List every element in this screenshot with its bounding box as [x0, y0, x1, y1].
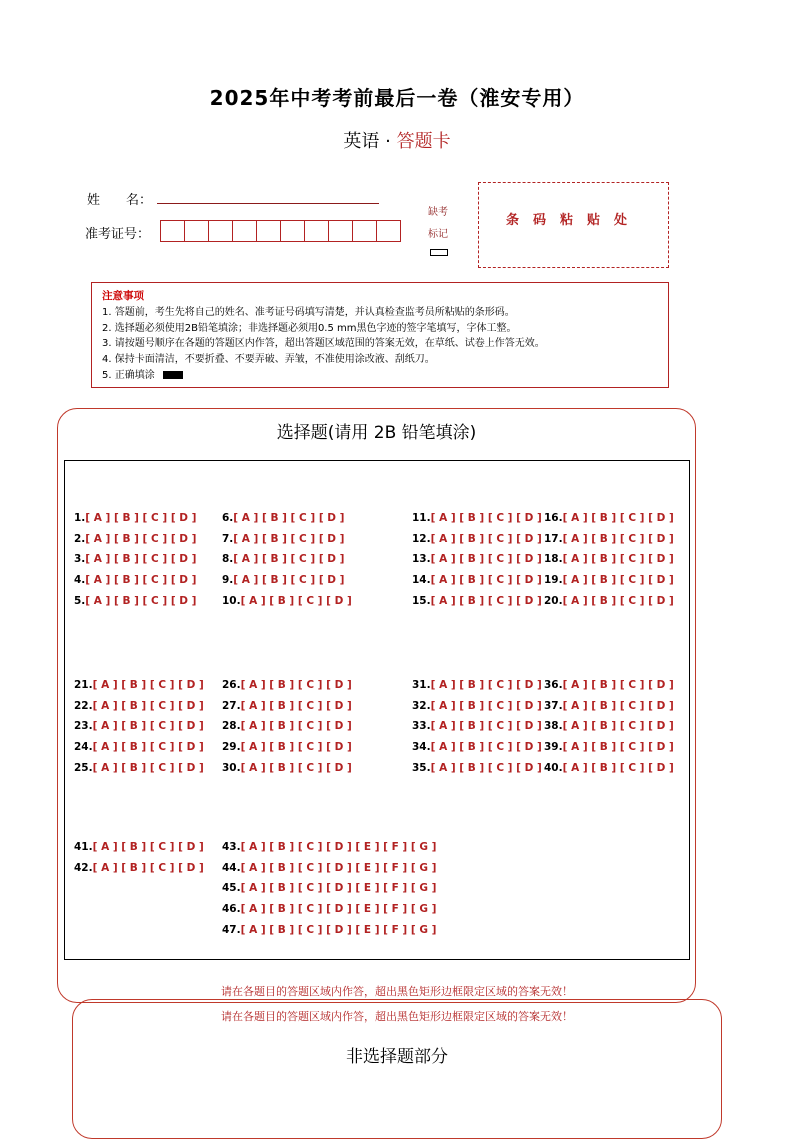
question-number: 32.	[412, 699, 431, 712]
question-number: 15.	[412, 594, 431, 607]
question-number: 39.	[544, 741, 563, 754]
question-item[interactable]	[412, 720, 542, 732]
question-item[interactable]	[74, 862, 204, 874]
question-number: 42.	[74, 861, 93, 874]
notice-title: 注意事项	[102, 290, 144, 302]
answer-options[interactable]: [ A ] [ B ] [ C ] [ D ]	[562, 741, 674, 754]
choice-section-title: 选择题(请用 2B 铅笔填涂)	[276, 423, 477, 443]
question-number: 35.	[412, 761, 431, 774]
answer-options[interactable]: [ A ] [ B ] [ C ] [ D ]	[562, 574, 674, 587]
answer-options[interactable]: [ A ] [ B ] [ C ] [ D ]	[85, 553, 197, 566]
question-item[interactable]	[222, 574, 344, 586]
answer-options[interactable]: [ A ] [ B ] [ C ] [ D ]	[240, 594, 352, 607]
question-item[interactable]	[74, 762, 204, 774]
answer-options[interactable]: [ A ] [ B ] [ C ] [ D ]	[562, 532, 674, 545]
absent-mark-label	[424, 202, 452, 246]
question-item[interactable]	[544, 574, 674, 586]
answer-options[interactable]: [ A ] [ B ] [ C ] [ D ]	[562, 512, 674, 524]
question-number: 10.	[222, 594, 241, 607]
question-item[interactable]	[222, 741, 352, 753]
question-number: 25.	[74, 761, 93, 774]
answer-options[interactable]: [ A ] [ B ] [ C ] [ D ]	[430, 720, 542, 733]
answer-options[interactable]: [ A ] [ B ] [ C ] [ D ] [ E ] [ F ] [ G ]	[240, 923, 437, 936]
question-item[interactable]	[222, 882, 436, 894]
question-item[interactable]	[544, 595, 674, 607]
question-number: 1.	[74, 512, 86, 524]
question-number: 38.	[544, 720, 563, 733]
page-title: 2025年中考考前最后一卷（淮安专用）	[209, 86, 585, 110]
answer-options[interactable]: [ A ] [ B ] [ C ] [ D ]	[430, 741, 542, 754]
question-item[interactable]	[222, 700, 352, 712]
question-number: 13.	[412, 553, 431, 566]
question-item[interactable]	[222, 533, 344, 545]
question-number: 29.	[222, 741, 241, 754]
question-number: 20.	[544, 594, 563, 607]
question-item[interactable]	[222, 841, 436, 853]
exam-number-boxes[interactable]	[160, 220, 401, 242]
exam-number-label: 准考证号：	[85, 227, 151, 242]
question-item[interactable]	[544, 533, 674, 545]
exam-number-cell[interactable]	[184, 220, 208, 242]
notice-item: 4. 保持卡面清洁，不要折叠、不要弄破、弄皱，不准使用涂改液、刮纸刀。	[102, 354, 435, 366]
question-item[interactable]	[412, 574, 542, 586]
question-item[interactable]	[74, 841, 204, 853]
question-item[interactable]	[74, 533, 196, 545]
barcode-label: 条码粘贴处	[505, 212, 641, 228]
question-number: 16.	[544, 512, 563, 524]
question-item[interactable]	[74, 741, 204, 753]
answer-options[interactable]: [ A ] [ B ] [ C ] [ D ]	[85, 574, 197, 587]
question-number: 18.	[544, 553, 563, 566]
question-item[interactable]	[222, 903, 436, 915]
question-number: 23.	[74, 720, 93, 733]
exam-number-cell[interactable]	[232, 220, 256, 242]
answer-options[interactable]: [ A ] [ B ] [ C ] [ D ]	[430, 532, 542, 545]
question-item[interactable]	[222, 679, 352, 691]
question-item[interactable]	[222, 512, 344, 524]
notice-item: 5. 正确填涂	[102, 368, 658, 384]
question-number: 26.	[222, 679, 241, 691]
answer-options[interactable]: [ A ] [ B ] [ C ] [ D ]	[85, 594, 197, 607]
answer-options[interactable]: [ A ] [ B ] [ C ] [ D ]	[562, 679, 674, 691]
question-item[interactable]	[74, 553, 196, 565]
answer-options[interactable]: [ A ] [ B ] [ C ] [ D ]	[562, 594, 674, 607]
answer-options[interactable]: [ A ] [ B ] [ C ] [ D ]	[85, 532, 197, 545]
question-number: 45.	[222, 882, 241, 895]
answer-options[interactable]: [ A ] [ B ] [ C ] [ D ]	[233, 553, 345, 566]
absent-label-line2: 标记	[428, 229, 448, 240]
question-item[interactable]	[412, 512, 542, 524]
question-item[interactable]	[544, 512, 674, 524]
answer-options[interactable]: [ A ] [ B ] [ C ] [ D ]	[92, 741, 204, 754]
question-number: 34.	[412, 741, 431, 754]
answer-options[interactable]: [ A ] [ B ] [ C ] [ D ] [ E ] [ F ] [ G ]	[240, 861, 437, 874]
question-item[interactable]	[74, 574, 196, 586]
question-item[interactable]	[412, 533, 542, 545]
question-item[interactable]	[544, 679, 674, 691]
question-number: 17.	[544, 532, 563, 545]
question-item[interactable]	[544, 700, 674, 712]
question-item[interactable]	[222, 595, 352, 607]
answer-options[interactable]: [ A ] [ B ] [ C ] [ D ]	[240, 699, 352, 712]
name-label: 姓 名：	[87, 193, 153, 208]
answer-options[interactable]: [ A ] [ B ] [ C ] [ D ]	[240, 679, 352, 691]
question-number: 41.	[74, 841, 93, 853]
question-number: 27.	[222, 699, 241, 712]
barcode-area	[478, 182, 669, 268]
answer-options[interactable]: [ A ] [ B ] [ C ] [ D ]	[562, 699, 674, 712]
question-number: 7.	[222, 532, 234, 545]
question-number: 9.	[222, 574, 234, 587]
exam-number-cell[interactable]	[304, 220, 328, 242]
question-number: 14.	[412, 574, 431, 587]
answer-options[interactable]: [ A ] [ B ] [ C ] [ D ] [ E ] [ F ] [ G ]	[240, 903, 437, 916]
question-item[interactable]	[412, 762, 542, 774]
answer-options[interactable]: [ A ] [ B ] [ C ] [ D ] [ E ] [ F ] [ G ]	[240, 882, 437, 895]
question-item[interactable]	[222, 762, 352, 774]
answer-options[interactable]: [ A ] [ B ] [ C ] [ D ]	[233, 574, 345, 587]
question-item[interactable]	[74, 595, 196, 607]
notice-item: 3. 请按题号顺序在各题的答题区内作答，超出答题区域范围的答案无效，在草纸、试卷上作答无效。	[102, 338, 545, 350]
exam-number-cell[interactable]	[160, 220, 184, 242]
absent-mark-box[interactable]	[430, 249, 448, 256]
answer-options[interactable]: [ A ] [ B ] [ C ] [ D ]	[92, 679, 204, 691]
answer-options[interactable]: [ A ] [ B ] [ C ] [ D ]	[92, 699, 204, 712]
absent-label-line1: 缺考	[428, 207, 448, 218]
answer-options[interactable]: [ A ] [ B ] [ C ] [ D ]	[430, 594, 542, 607]
page-subtitle	[0, 127, 794, 153]
question-number: 22.	[74, 699, 93, 712]
notice-box	[91, 282, 669, 388]
question-number: 8.	[222, 553, 234, 566]
question-item[interactable]	[412, 595, 542, 607]
question-number: 24.	[74, 741, 93, 754]
non-choice-warning: 请在各题目的答题区域内作答，超出黑色矩形边框限定区域的答案无效！	[221, 1010, 573, 1023]
choice-warning: 请在各题目的答题区域内作答，超出黑色矩形边框限定区域的答案无效！	[221, 985, 573, 998]
answer-options[interactable]: [ A ] [ B ] [ C ] [ D ]	[430, 553, 542, 566]
question-item[interactable]	[222, 924, 436, 936]
question-item[interactable]	[74, 720, 204, 732]
answer-options[interactable]: [ A ] [ B ] [ C ] [ D ]	[240, 761, 352, 774]
question-item[interactable]	[74, 512, 196, 524]
exam-number-cell[interactable]	[280, 220, 304, 242]
exam-number-cell[interactable]	[208, 220, 232, 242]
answer-options[interactable]: [ A ] [ B ] [ C ] [ D ]	[430, 574, 542, 587]
exam-number-cell[interactable]	[352, 220, 376, 242]
question-item[interactable]	[412, 700, 542, 712]
exam-number-cell[interactable]	[256, 220, 280, 242]
question-number: 37.	[544, 699, 563, 712]
question-number: 28.	[222, 720, 241, 733]
question-item[interactable]	[412, 679, 542, 691]
question-number: 31.	[412, 679, 431, 691]
answer-options[interactable]: [ A ] [ B ] [ C ] [ D ]	[240, 741, 352, 754]
answer-options[interactable]: [ A ] [ B ] [ C ] [ D ] [ E ] [ F ] [ G ]	[240, 841, 437, 853]
question-item[interactable]	[222, 862, 436, 874]
name-field[interactable]	[157, 203, 379, 204]
answer-options[interactable]: [ A ] [ B ] [ C ] [ D ]	[562, 720, 674, 733]
question-item[interactable]	[222, 553, 344, 565]
answer-options[interactable]: [ A ] [ B ] [ C ] [ D ]	[233, 532, 345, 545]
non-choice-section-title: 非选择题部分	[346, 1047, 448, 1067]
notice-item: 2. 选择题必须使用2B铅笔填涂；非选择题必须用0.5 mm黑色字迹的签字笔填写，字体工整。	[102, 322, 517, 334]
question-number: 12.	[412, 532, 431, 545]
question-item[interactable]	[412, 553, 542, 565]
question-item[interactable]	[544, 762, 674, 774]
answer-options[interactable]: [ A ] [ B ] [ C ] [ D ]	[92, 761, 204, 774]
question-number: 5.	[74, 594, 86, 607]
answer-options[interactable]: [ A ] [ B ] [ C ] [ D ]	[85, 512, 197, 524]
question-item[interactable]	[412, 741, 542, 753]
question-number: 46.	[222, 903, 241, 916]
question-number: 36.	[544, 679, 563, 691]
answer-options[interactable]: [ A ] [ B ] [ C ] [ D ]	[562, 761, 674, 774]
question-number: 30.	[222, 761, 241, 774]
answer-options[interactable]: [ A ] [ B ] [ C ] [ D ]	[92, 861, 204, 874]
question-number: 3.	[74, 553, 86, 566]
answer-options[interactable]: [ A ] [ B ] [ C ] [ D ]	[430, 699, 542, 712]
subject-label: 英语 ·	[343, 131, 397, 152]
question-item[interactable]	[544, 553, 674, 565]
answer-options[interactable]: [ A ] [ B ] [ C ] [ D ]	[430, 679, 542, 691]
question-number: 40.	[544, 761, 563, 774]
exam-number-cell[interactable]	[328, 220, 352, 242]
question-item[interactable]	[74, 679, 204, 691]
exam-number-cell[interactable]	[376, 220, 401, 242]
question-number: 44.	[222, 861, 241, 874]
answer-options[interactable]: [ A ] [ B ] [ C ] [ D ]	[562, 553, 674, 566]
question-item[interactable]	[544, 720, 674, 732]
question-item[interactable]	[544, 741, 674, 753]
answer-options[interactable]: [ A ] [ B ] [ C ] [ D ]	[430, 512, 542, 524]
answer-card-label: 答题卡	[396, 131, 451, 152]
answer-options[interactable]: [ A ] [ B ] [ C ] [ D ]	[240, 720, 352, 733]
question-item[interactable]	[222, 720, 352, 732]
question-number: 43.	[222, 841, 241, 853]
question-number: 47.	[222, 923, 241, 936]
question-number: 19.	[544, 574, 563, 587]
answer-options[interactable]: [ A ] [ B ] [ C ] [ D ]	[92, 841, 204, 853]
question-number: 33.	[412, 720, 431, 733]
question-number: 11.	[412, 512, 431, 524]
question-number: 6.	[222, 512, 234, 524]
answer-options[interactable]: [ A ] [ B ] [ C ] [ D ]	[92, 720, 204, 733]
question-item[interactable]	[74, 700, 204, 712]
question-number: 4.	[74, 574, 86, 587]
filled-sample-mark	[163, 371, 183, 379]
answer-options[interactable]: [ A ] [ B ] [ C ] [ D ]	[430, 761, 542, 774]
notice-item: 1. 答题前，考生先将自己的姓名、准考证号码填写清楚，并认真检查监考员所粘贴的条形码。	[102, 306, 515, 318]
question-number: 21.	[74, 679, 93, 691]
answer-options[interactable]: [ A ] [ B ] [ C ] [ D ]	[233, 512, 345, 524]
question-number: 2.	[74, 532, 86, 545]
